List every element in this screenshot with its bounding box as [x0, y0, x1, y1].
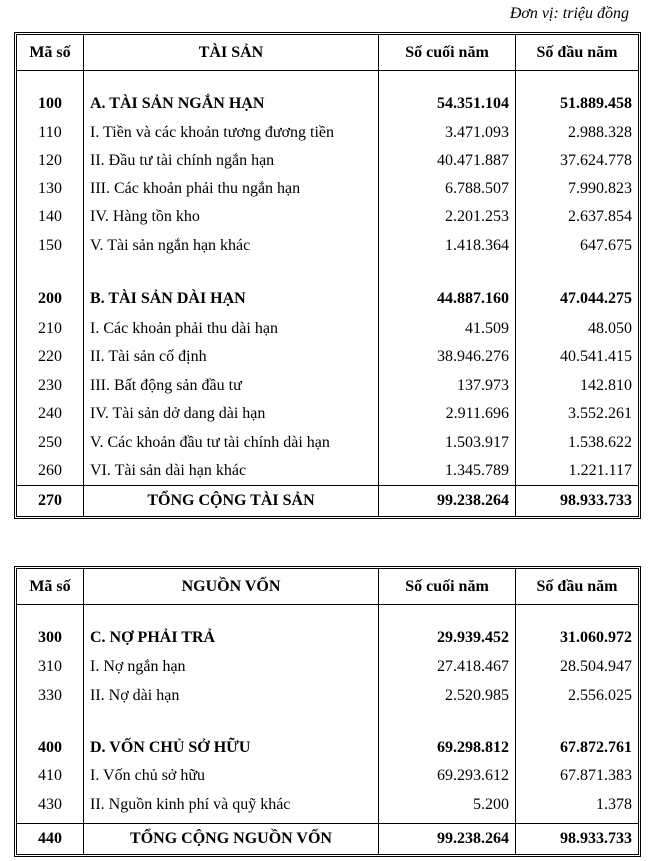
table-row	[17, 400, 638, 428]
row-name: I. Các khoản phải thu dài hạn	[90, 320, 278, 337]
total-begin-value: 98.933.733	[560, 830, 632, 847]
row-begin-value: 67.872.761	[560, 738, 632, 756]
row-begin-value: 142.810	[580, 377, 632, 394]
row-begin-value: 1.378	[596, 796, 632, 813]
total-row	[17, 824, 638, 854]
row-end-value: 69.293.612	[437, 767, 509, 784]
row-code: 410	[38, 767, 62, 784]
row-end-value: 2.520.985	[445, 687, 509, 704]
row-end-value: 40.471.887	[437, 152, 509, 169]
row-code: 130	[38, 180, 62, 197]
row-name: V. Tài sản ngắn hạn khác	[90, 237, 251, 254]
row-name: IV. Tài sản dở dang dài hạn	[90, 405, 266, 422]
row-begin-value: 7.990.823	[568, 180, 632, 197]
header-beginning-of-year: Số đầu năm	[536, 577, 618, 595]
row-begin-value: 2.556.025	[568, 687, 632, 704]
row-end-value: 2.911.696	[445, 405, 509, 422]
table-row	[17, 90, 638, 118]
row-begin-value: 40.541.415	[560, 348, 632, 365]
row-end-value: 38.946.276	[437, 348, 509, 365]
assets-table	[14, 32, 641, 519]
table-row	[17, 315, 638, 343]
row-code: 400	[38, 738, 62, 756]
row-name: A. TÀI SẢN NGẮN HẠN	[90, 95, 265, 112]
table-row	[17, 429, 638, 457]
row-end-value: 41.509	[465, 320, 509, 337]
header-end-of-year: Số cuối năm	[405, 577, 489, 595]
row-name: II. Nguồn kinh phí và quỹ khác	[90, 796, 291, 813]
assets-header-row	[17, 35, 638, 70]
row-end-value: 1.503.917	[445, 434, 509, 451]
row-end-value: 1.345.789	[445, 462, 509, 479]
row-end-value: 29.939.452	[437, 628, 509, 646]
table-row	[17, 372, 638, 400]
row-name: II. Nợ dài hạn	[90, 687, 180, 704]
capital-header-row	[17, 569, 638, 604]
table-row	[17, 682, 638, 710]
capital-table	[14, 566, 641, 857]
row-begin-value: 1.221.117	[568, 462, 632, 479]
row-code: 250	[38, 434, 62, 451]
row-code: 220	[38, 348, 62, 365]
table-row	[17, 285, 638, 313]
row-name: I. Nợ ngắn hạn	[90, 658, 186, 675]
row-begin-value: 647.675	[580, 237, 632, 254]
row-code: 300	[38, 628, 62, 646]
row-name: V. Các khoản đầu tư tài chính dài hạn	[90, 434, 330, 451]
row-begin-value: 28.504.947	[560, 658, 632, 675]
row-code: 240	[38, 405, 62, 422]
row-begin-value: 47.044.275	[560, 290, 632, 307]
total-begin-value: 98.933.733	[560, 492, 632, 509]
row-begin-value: 2.637.854	[568, 208, 632, 225]
header-beginning-of-year: Số đầu năm	[536, 43, 618, 61]
row-end-value: 44.887.160	[437, 290, 509, 307]
table-row	[17, 175, 638, 203]
total-row	[17, 486, 638, 516]
row-end-value: 69.298.812	[437, 738, 509, 756]
table-row	[17, 653, 638, 681]
row-begin-value: 51.889.458	[560, 95, 632, 112]
row-end-value: 5.200	[473, 796, 509, 813]
table-row	[17, 733, 638, 762]
row-code: 260	[38, 462, 62, 479]
total-label: TỔNG CỘNG NGUỒN VỐN	[130, 830, 332, 847]
row-begin-value: 67.871.383	[560, 767, 632, 784]
row-code: 330	[38, 687, 62, 704]
row-name: VI. Tài sản dài hạn khác	[90, 462, 247, 479]
row-begin-value: 31.060.972	[560, 628, 632, 646]
total-end-value: 99.238.264	[437, 492, 509, 509]
row-code: 110	[38, 124, 62, 141]
row-code: 140	[38, 208, 62, 225]
unit-note: Đơn vị: triệu đồng	[509, 5, 629, 22]
row-end-value: 137.973	[457, 377, 509, 394]
row-begin-value: 3.552.261	[568, 405, 632, 422]
table-row	[17, 623, 638, 652]
table-row	[17, 791, 638, 819]
row-code: 230	[38, 377, 62, 394]
row-code: 430	[38, 796, 62, 813]
row-name: II. Đầu tư tài chính ngắn hạn	[90, 152, 275, 169]
row-name: I. Vốn chủ sở hữu	[90, 767, 206, 784]
row-begin-value: 1.538.622	[568, 434, 632, 451]
row-name: III. Các khoản phải thu ngắn hạn	[90, 180, 301, 197]
row-name: IV. Hàng tồn kho	[90, 208, 200, 225]
table-row	[17, 762, 638, 790]
header-code: Mã số	[29, 43, 71, 61]
row-end-value: 27.418.467	[437, 658, 509, 675]
row-name: D. VỐN CHỦ SỞ HỮU	[90, 738, 251, 756]
header-code: Mã số	[29, 577, 71, 595]
total-code: 270	[38, 492, 62, 509]
row-name: C. NỢ PHẢI TRẢ	[90, 628, 216, 646]
total-label: TỔNG CỘNG TÀI SẢN	[147, 492, 315, 509]
row-name: III. Bất động sản đầu tư	[90, 377, 242, 394]
row-code: 120	[38, 152, 62, 169]
row-end-value: 54.351.104	[437, 95, 509, 112]
row-end-value: 1.418.364	[445, 237, 509, 254]
row-begin-value: 2.988.328	[568, 124, 632, 141]
row-code: 150	[38, 237, 62, 254]
row-code: 210	[38, 320, 62, 337]
row-end-value: 6.788.507	[445, 180, 509, 197]
table-row	[17, 457, 638, 485]
row-name: I. Tiền và các khoản tương đương tiền	[90, 124, 335, 141]
table-row	[17, 232, 638, 260]
header-capital: NGUỒN VỐN	[181, 577, 281, 595]
table-row	[17, 343, 638, 371]
table-row	[17, 147, 638, 175]
table-row	[17, 203, 638, 231]
row-code: 200	[38, 290, 62, 307]
row-end-value: 2.201.253	[445, 208, 509, 225]
header-end-of-year: Số cuối năm	[405, 43, 489, 61]
row-name: B. TÀI SẢN DÀI HẠN	[90, 290, 246, 307]
row-begin-value: 37.624.778	[560, 152, 632, 169]
row-end-value: 3.471.093	[445, 124, 509, 141]
header-assets: TÀI SẢN	[198, 43, 264, 61]
table-row	[17, 119, 638, 147]
total-end-value: 99.238.264	[437, 830, 509, 847]
row-begin-value: 48.050	[588, 320, 632, 337]
row-code: 100	[38, 95, 62, 112]
row-name: II. Tài sản cố định	[90, 348, 207, 365]
row-code: 310	[38, 658, 62, 675]
total-code: 440	[38, 830, 62, 847]
